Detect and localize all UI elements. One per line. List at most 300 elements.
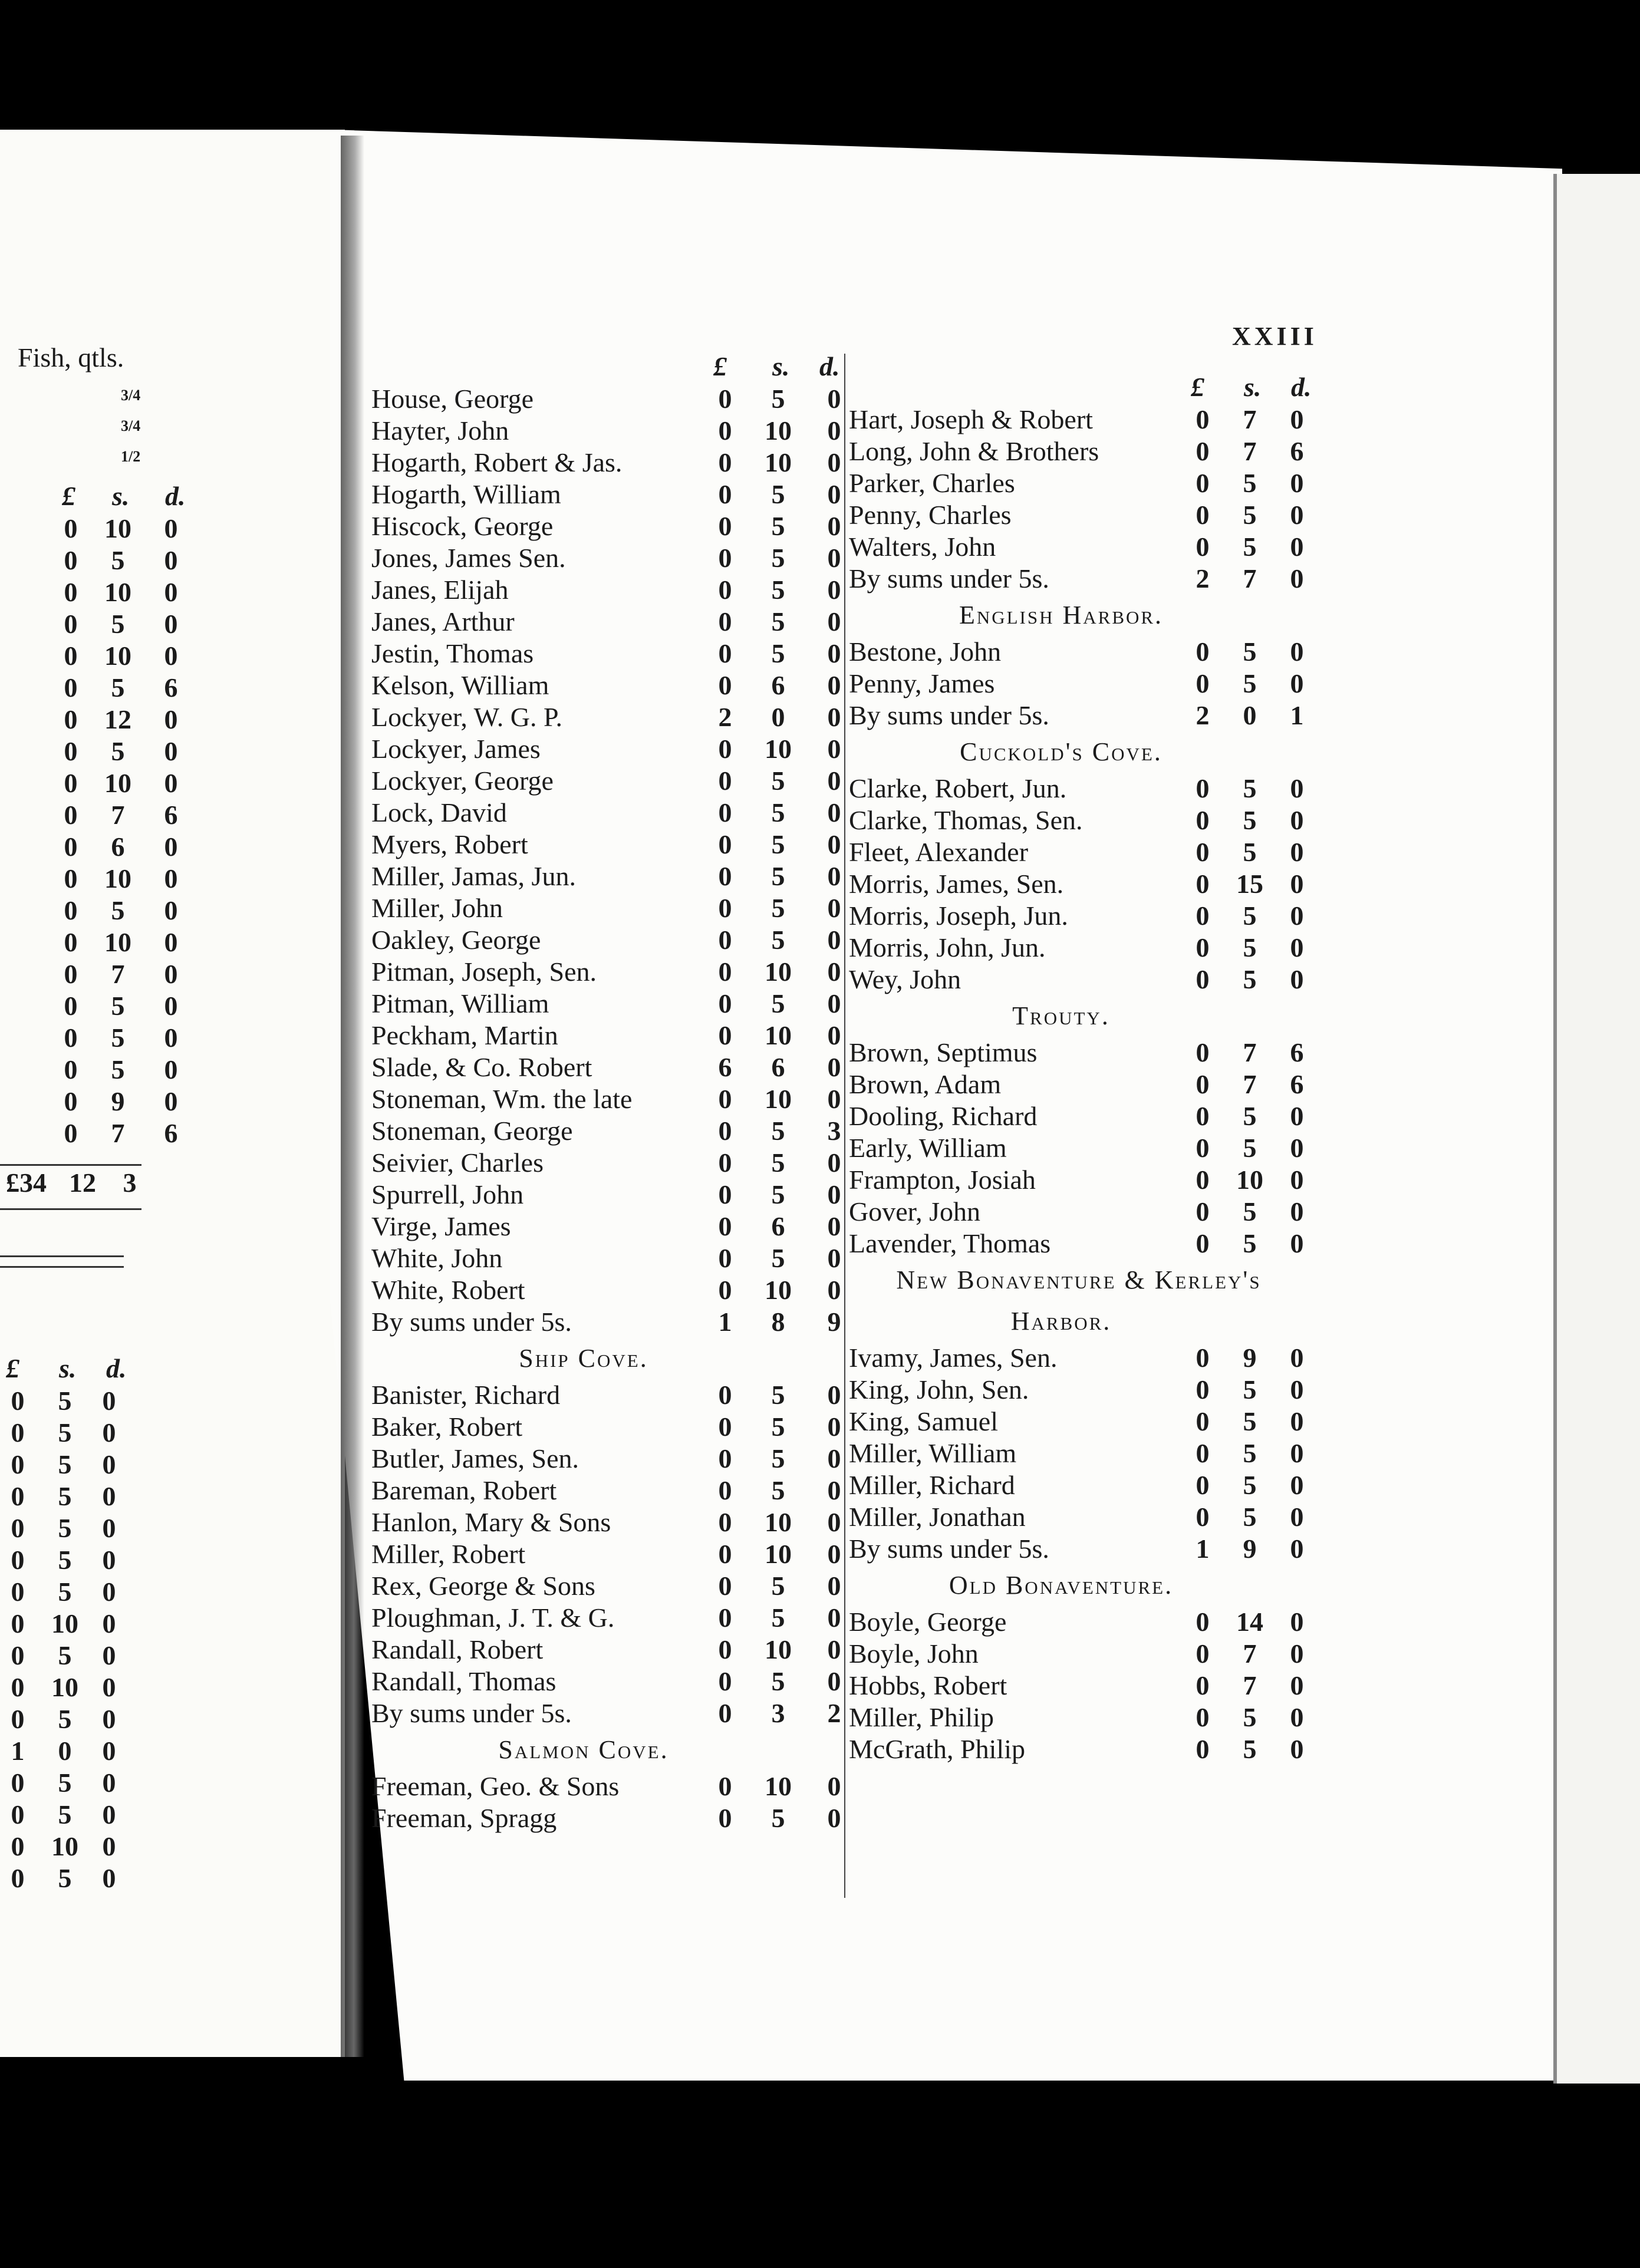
amount-pence: 3 xyxy=(827,1116,841,1146)
entry-name: By sums under 5s. xyxy=(849,1534,1049,1564)
entry-name: Boyle, John xyxy=(849,1639,979,1669)
amount-pence: 0 xyxy=(827,925,841,955)
amount-shillings: 5 xyxy=(771,1666,785,1696)
amount-pounds: 0 xyxy=(718,575,732,605)
ledger-entry xyxy=(849,499,1303,531)
amount-pence: 6 xyxy=(164,800,178,830)
amount-pence: 0 xyxy=(827,1603,841,1633)
amount-shillings: 5 xyxy=(771,1475,785,1505)
amount-pence: 0 xyxy=(164,1086,178,1116)
amount-pounds: 0 xyxy=(64,641,78,671)
amount-shillings: 5 xyxy=(58,1545,72,1575)
ledger-entry xyxy=(371,1051,841,1083)
ledger-entry xyxy=(849,1132,1303,1164)
amount-shillings: 12 xyxy=(69,1168,96,1198)
amount-pence: 0 xyxy=(827,1020,841,1050)
entry-name: Miller, Philip xyxy=(849,1702,994,1732)
money-header-shillings: s. xyxy=(772,351,790,381)
amount-pounds: 0 xyxy=(718,1475,732,1505)
amount-pounds: 0 xyxy=(64,1023,78,1053)
amount-shillings: 6 xyxy=(771,1052,785,1082)
ledger-entry xyxy=(849,836,1303,868)
amount-pence: 0 xyxy=(164,895,178,925)
amount-pounds: 0 xyxy=(718,1603,732,1633)
entry-name: Dooling, Richard xyxy=(849,1101,1038,1131)
amount-pence: 0 xyxy=(102,1545,116,1575)
amount-pence: 0 xyxy=(1290,532,1304,562)
section-salmon-cove-title: Salmon Cove. xyxy=(498,1735,669,1764)
entry-name: By sums under 5s. xyxy=(371,1698,572,1728)
amount-shillings: 5 xyxy=(771,797,785,828)
ledger-entry xyxy=(371,1570,841,1602)
column-b-money-header xyxy=(1185,371,1326,407)
entry-name: Freeman, Spragg xyxy=(371,1803,557,1833)
amount-shillings: 5 xyxy=(1243,901,1257,931)
amount-pence: 0 xyxy=(1290,1101,1304,1131)
amount-shillings: 5 xyxy=(58,1449,72,1479)
entry-name: Penny, James xyxy=(849,668,995,698)
entry-name: Pitman, Joseph, Sen. xyxy=(371,957,597,987)
ledger-entry xyxy=(371,415,841,447)
entry-name: Clarke, Robert, Jun. xyxy=(849,773,1067,803)
amount-pounds: 0 xyxy=(718,1443,732,1473)
entry-name: Seivier, Charles xyxy=(371,1148,544,1178)
amount-shillings: 0 xyxy=(1243,700,1257,730)
amount-pence: 0 xyxy=(827,670,841,700)
amount-shillings: 5 xyxy=(111,991,125,1021)
ledger-entry xyxy=(371,574,841,606)
amount-pence: 0 xyxy=(1290,1165,1304,1195)
amount-shillings: 7 xyxy=(1243,1069,1257,1099)
amount-shillings: 7 xyxy=(1243,1670,1257,1700)
money-header-pounds: £ xyxy=(1191,372,1204,402)
amount-pence: 0 xyxy=(827,734,841,764)
amount-pounds: 0 xyxy=(718,1666,732,1696)
entry-name: Miller, William xyxy=(849,1438,1017,1468)
amount-pence: 0 xyxy=(1290,1196,1304,1227)
amount-shillings: 10 xyxy=(1236,1165,1263,1195)
amount-pounds: 0 xyxy=(1196,1228,1210,1258)
amount-pence: 0 xyxy=(827,575,841,605)
amount-pence: 0 xyxy=(827,1507,841,1537)
amount-pence: 0 xyxy=(164,513,178,543)
ledger-entry xyxy=(849,964,1303,995)
amount-shillings: 5 xyxy=(1243,964,1257,994)
amount-pounds: 0 xyxy=(11,1481,25,1511)
amount-shillings: 9 xyxy=(1243,1534,1257,1564)
amount-pence: 0 xyxy=(827,766,841,796)
amount-pounds: 0 xyxy=(718,829,732,859)
ledger-entry xyxy=(371,701,841,733)
ledger-entry xyxy=(371,1211,841,1242)
ledger-entry xyxy=(849,805,1303,836)
amount-pence: 0 xyxy=(827,1666,841,1696)
amount-shillings: 5 xyxy=(111,673,125,703)
amount-pounds: 0 xyxy=(1196,1069,1210,1099)
amount-pence: 0 xyxy=(827,543,841,573)
amount-pounds: 0 xyxy=(11,1768,25,1798)
ledger-entry xyxy=(371,1242,841,1274)
amount-pence: 0 xyxy=(102,1513,116,1543)
amount-pounds: 0 xyxy=(1196,637,1210,667)
ledger-entry xyxy=(849,531,1303,563)
amount-pounds: 0 xyxy=(64,704,78,734)
amount-pounds: 0 xyxy=(718,893,732,923)
amount-shillings: 0 xyxy=(771,702,785,732)
amount-pence: 0 xyxy=(1290,932,1304,962)
entry-name: Penny, Charles xyxy=(849,500,1012,530)
entry-name: Miller, John xyxy=(371,893,503,923)
ledger-entry xyxy=(371,1506,841,1538)
amount-shillings: 5 xyxy=(1243,468,1257,498)
amount-shillings: 5 xyxy=(1243,1101,1257,1131)
entry-name: Brown, Septimus xyxy=(849,1037,1038,1067)
amount-shillings: 5 xyxy=(771,1179,785,1209)
column-a-money-header xyxy=(707,351,861,386)
fish-header-label: Fish, qtls. xyxy=(18,342,124,372)
entry-name: McGrath, Philip xyxy=(849,1734,1025,1764)
amount-pounds: 0 xyxy=(718,797,732,828)
entry-name: Hart, Joseph & Robert xyxy=(849,404,1093,434)
amount-pounds: 0 xyxy=(64,673,78,703)
amount-pence: 0 xyxy=(102,1799,116,1829)
amount-shillings: 6 xyxy=(771,670,785,700)
column-a xyxy=(371,383,841,1834)
amount-pence: 0 xyxy=(1290,869,1304,899)
entry-name: Ploughman, J. T. & G. xyxy=(371,1603,615,1633)
amount-shillings: 7 xyxy=(1243,1037,1257,1067)
money-header-shillings: s. xyxy=(1244,372,1262,402)
amount-pence: 0 xyxy=(1290,1374,1304,1405)
amount-pence: 0 xyxy=(827,447,841,477)
amount-shillings: 5 xyxy=(58,1386,72,1416)
amount-shillings: 5 xyxy=(771,384,785,414)
amount-pence: 0 xyxy=(164,863,178,894)
amount-shillings: 5 xyxy=(1243,1228,1257,1258)
amount-pence: 9 xyxy=(827,1307,841,1337)
entry-name: Long, John & Brothers xyxy=(849,436,1099,466)
amount-pounds: 0 xyxy=(718,1412,732,1442)
amount-pounds: 0 xyxy=(11,1417,25,1448)
ledger-entry xyxy=(849,636,1303,668)
amount-pounds: 6 xyxy=(718,1052,732,1082)
ledger-entry xyxy=(849,1469,1303,1501)
amount-pence: 0 xyxy=(1290,1534,1304,1564)
amount-pence: 0 xyxy=(102,1704,116,1734)
amount-pounds: 0 xyxy=(718,861,732,891)
ledger-entry xyxy=(849,700,1303,731)
amount-pence: 0 xyxy=(827,1443,841,1473)
amount-shillings: 5 xyxy=(58,1704,72,1734)
amount-shillings: 6 xyxy=(771,1211,785,1241)
amount-pence: 0 xyxy=(164,832,178,862)
amount-pence: 0 xyxy=(827,1634,841,1664)
entry-name: Janes, Elijah xyxy=(371,575,509,605)
amount-pounds: 0 xyxy=(718,1179,732,1209)
amount-pence: 0 xyxy=(827,1148,841,1178)
amount-pounds: 0 xyxy=(718,1243,732,1273)
amount-pence: 6 xyxy=(164,673,178,703)
amount-shillings: 10 xyxy=(104,768,131,798)
ledger-entry xyxy=(849,1638,1303,1670)
amount-pounds: 0 xyxy=(1196,964,1210,994)
amount-pence: 0 xyxy=(827,511,841,541)
ledger-entry xyxy=(371,670,841,701)
amount-pence: 0 xyxy=(102,1577,116,1607)
entry-name: Stoneman, George xyxy=(371,1116,573,1146)
ledger-entry xyxy=(371,829,841,861)
amount-pounds: 0 xyxy=(1196,468,1210,498)
amount-shillings: 10 xyxy=(765,1539,792,1569)
amount-shillings: 5 xyxy=(111,1023,125,1053)
amount-pounds: 0 xyxy=(718,606,732,637)
amount-shillings: 5 xyxy=(771,1803,785,1833)
amount-pounds: 0 xyxy=(1196,1702,1210,1732)
amount-pounds: 0 xyxy=(1196,436,1210,466)
ledger-entry xyxy=(849,1702,1303,1733)
entry-name: Freeman, Geo. & Sons xyxy=(371,1771,620,1801)
amount-pence: 0 xyxy=(827,1771,841,1801)
amount-pounds: 0 xyxy=(1196,1734,1210,1764)
amount-pounds: 0 xyxy=(1196,404,1210,434)
amount-pounds: 0 xyxy=(718,1148,732,1178)
amount-pence: 6 xyxy=(1290,1069,1304,1099)
amount-shillings: 10 xyxy=(765,1634,792,1664)
ledger-entry xyxy=(371,383,841,415)
amount-pence: 0 xyxy=(827,1539,841,1569)
ledger-entry xyxy=(371,606,841,638)
amount-pounds: 0 xyxy=(1196,1406,1210,1436)
amount-pounds: 0 xyxy=(718,416,732,446)
total-rule xyxy=(0,1164,141,1166)
amount-shillings: 14 xyxy=(1236,1607,1263,1637)
amount-pence: 0 xyxy=(102,1768,116,1798)
amount-shillings: 5 xyxy=(58,1640,72,1670)
amount-pence: 0 xyxy=(827,1211,841,1241)
entry-name: Bareman, Robert xyxy=(371,1475,557,1505)
entry-name: Morris, Joseph, Jun. xyxy=(849,901,1068,931)
ledger-entry xyxy=(849,668,1303,700)
amount-pence: 0 xyxy=(1290,901,1304,931)
amount-shillings: 7 xyxy=(111,959,125,989)
amount-shillings: 10 xyxy=(765,957,792,987)
amount-pounds: 0 xyxy=(1196,1607,1210,1637)
ledger-entry xyxy=(371,1274,841,1306)
money-header-pence: d. xyxy=(106,1353,127,1383)
section-english-harbor-title: English Harbor. xyxy=(959,601,1164,629)
amount-shillings: 5 xyxy=(111,736,125,766)
entry-name: Kelson, William xyxy=(371,670,549,700)
separator-rule-2 xyxy=(0,1266,124,1268)
amount-pence: 0 xyxy=(827,797,841,828)
ledger-entry xyxy=(371,1020,841,1051)
entry-name: Gover, John xyxy=(849,1196,981,1227)
amount-shillings: 5 xyxy=(1243,1406,1257,1436)
amount-shillings: 5 xyxy=(1243,1702,1257,1732)
amount-pence: 0 xyxy=(102,1481,116,1511)
amount-pence: 0 xyxy=(1290,964,1304,994)
amount-shillings: 10 xyxy=(765,416,792,446)
amount-pence: 0 xyxy=(1290,1470,1304,1500)
amount-pounds: 0 xyxy=(64,832,78,862)
amount-pounds: 0 xyxy=(64,1118,78,1148)
amount-pence: 0 xyxy=(1290,500,1304,530)
amount-pounds: 0 xyxy=(1196,805,1210,835)
amount-pence: 0 xyxy=(827,1052,841,1082)
ledger-entry xyxy=(849,1100,1303,1132)
amount-pounds: 0 xyxy=(718,734,732,764)
fraction: 3/4 xyxy=(121,417,141,434)
money-header-pounds: £ xyxy=(6,1353,19,1383)
amount-shillings: 5 xyxy=(1243,1374,1257,1405)
amount-shillings: 5 xyxy=(771,988,785,1018)
amount-pence: 2 xyxy=(827,1698,841,1728)
amount-shillings: 5 xyxy=(111,895,125,925)
ledger-entry xyxy=(371,542,841,574)
ledger-entry xyxy=(849,1606,1303,1638)
amount-shillings: 10 xyxy=(765,1507,792,1537)
amount-pounds: 0 xyxy=(64,736,78,766)
amount-pounds: 0 xyxy=(11,1799,25,1829)
amount-shillings: 3 xyxy=(771,1698,785,1728)
ledger-entry xyxy=(371,1115,841,1147)
amount-shillings: 5 xyxy=(1243,500,1257,530)
amount-pence: 0 xyxy=(164,768,178,798)
amount-shillings: 5 xyxy=(1243,1470,1257,1500)
amount-pounds: 0 xyxy=(11,1704,25,1734)
amount-shillings: 10 xyxy=(765,447,792,477)
entry-name: Randall, Robert xyxy=(371,1634,544,1664)
entry-name: Jestin, Thomas xyxy=(371,638,534,668)
amount-pence: 0 xyxy=(1290,1702,1304,1732)
section-trouty-title: Trouty. xyxy=(1012,1001,1110,1030)
amount-pounds: 0 xyxy=(718,638,732,668)
amount-pence: 0 xyxy=(102,1417,116,1448)
amount-pounds: 0 xyxy=(1196,1374,1210,1405)
money-header-pounds: £ xyxy=(713,351,727,381)
amount-pounds: 0 xyxy=(11,1545,25,1575)
ledger-entry xyxy=(371,1602,841,1634)
entry-name: Slade, & Co. Robert xyxy=(371,1052,592,1082)
entry-name: Miller, Robert xyxy=(371,1539,526,1569)
amount-pounds: 0 xyxy=(718,766,732,796)
amount-pence: 0 xyxy=(164,1023,178,1053)
amount-shillings: 5 xyxy=(1243,637,1257,667)
amount-pounds: 0 xyxy=(64,545,78,575)
ledger-entry xyxy=(849,1501,1303,1533)
amount-shillings: 5 xyxy=(1243,1196,1257,1227)
amount-pounds: 0 xyxy=(1196,1639,1210,1669)
amount-pounds: 2 xyxy=(718,702,732,732)
amount-pounds: 0 xyxy=(64,609,78,639)
amount-pence: 0 xyxy=(1290,1639,1304,1669)
amount-shillings: 10 xyxy=(104,577,131,607)
amount-pounds: 0 xyxy=(718,1211,732,1241)
amount-shillings: 5 xyxy=(771,1412,785,1442)
column-divider xyxy=(844,354,845,1898)
amount-pounds: 0 xyxy=(1196,1502,1210,1532)
amount-pounds: 0 xyxy=(718,1116,732,1146)
amount-pence: 6 xyxy=(164,1118,178,1148)
ledger-entry xyxy=(371,1697,841,1729)
amount-shillings: 5 xyxy=(771,606,785,637)
amount-shillings: 5 xyxy=(771,638,785,668)
amount-shillings: 5 xyxy=(771,1571,785,1601)
amount-shillings: 5 xyxy=(1243,773,1257,803)
entry-name: Miller, Richard xyxy=(849,1470,1015,1500)
ledger-entry xyxy=(849,404,1303,436)
fraction: 1/2 xyxy=(121,448,141,465)
amount-pounds: 1 xyxy=(718,1307,732,1337)
amount-pounds: 0 xyxy=(11,1608,25,1639)
amount-shillings: 5 xyxy=(58,1799,72,1829)
entry-name: Hiscock, George xyxy=(371,511,554,541)
amount-pounds: £34 xyxy=(6,1168,47,1198)
amount-pence: 0 xyxy=(827,988,841,1018)
entry-name: Baker, Robert xyxy=(371,1412,523,1442)
amount-pence: 0 xyxy=(164,1054,178,1084)
amount-pounds: 0 xyxy=(1196,1470,1210,1500)
ledger-entry xyxy=(371,638,841,670)
amount-pence: 0 xyxy=(1290,837,1304,867)
amount-shillings: 5 xyxy=(1243,805,1257,835)
amount-pence: 0 xyxy=(102,1640,116,1670)
ledger-entry xyxy=(849,900,1303,932)
amount-shillings: 5 xyxy=(1243,1438,1257,1468)
ledger-entry xyxy=(849,1406,1303,1438)
entry-name: King, Samuel xyxy=(849,1406,998,1436)
ledger-entry xyxy=(371,1379,841,1411)
amount-shillings: 12 xyxy=(104,704,131,734)
ledger-entry xyxy=(849,1342,1303,1374)
amount-shillings: 5 xyxy=(111,545,125,575)
amount-pounds: 0 xyxy=(718,957,732,987)
amount-pence: 0 xyxy=(1290,773,1304,803)
amount-pounds: 0 xyxy=(64,768,78,798)
entry-name: Early, William xyxy=(849,1133,1007,1163)
amount-pence: 0 xyxy=(102,1608,116,1639)
amount-shillings: 10 xyxy=(765,734,792,764)
amount-shillings: 5 xyxy=(58,1513,72,1543)
amount-shillings: 5 xyxy=(771,829,785,859)
amount-pounds: 0 xyxy=(11,1513,25,1543)
entry-name: Morris, John, Jun. xyxy=(849,932,1046,962)
amount-shillings: 5 xyxy=(771,1243,785,1273)
amount-pounds: 0 xyxy=(1196,869,1210,899)
entry-name: Janes, Arthur xyxy=(371,606,515,637)
money-header-shillings: s. xyxy=(112,481,130,511)
amount-shillings: 5 xyxy=(771,1603,785,1633)
ledger-entry xyxy=(371,892,841,924)
ledger-entry xyxy=(371,1306,841,1338)
ledger-entry xyxy=(371,988,841,1020)
amount-pounds: 0 xyxy=(64,1086,78,1116)
amount-shillings: 5 xyxy=(1243,668,1257,698)
entry-name: King, John, Sen. xyxy=(849,1374,1029,1405)
entry-name: Hogarth, Robert & Jas. xyxy=(371,447,623,477)
amount-shillings: 5 xyxy=(58,1577,72,1607)
amount-pounds: 0 xyxy=(1196,837,1210,867)
amount-pence: 3 xyxy=(123,1168,137,1198)
ledger-entry xyxy=(371,797,841,829)
money-header-shillings: s. xyxy=(59,1353,77,1383)
entry-name: Virge, James xyxy=(371,1211,511,1241)
amount-pounds: 0 xyxy=(64,863,78,894)
entry-name: Hogarth, William xyxy=(371,479,561,509)
entry-name: Myers, Robert xyxy=(371,829,528,859)
amount-pounds: 0 xyxy=(1196,668,1210,698)
amount-pounds: 0 xyxy=(718,1698,732,1728)
